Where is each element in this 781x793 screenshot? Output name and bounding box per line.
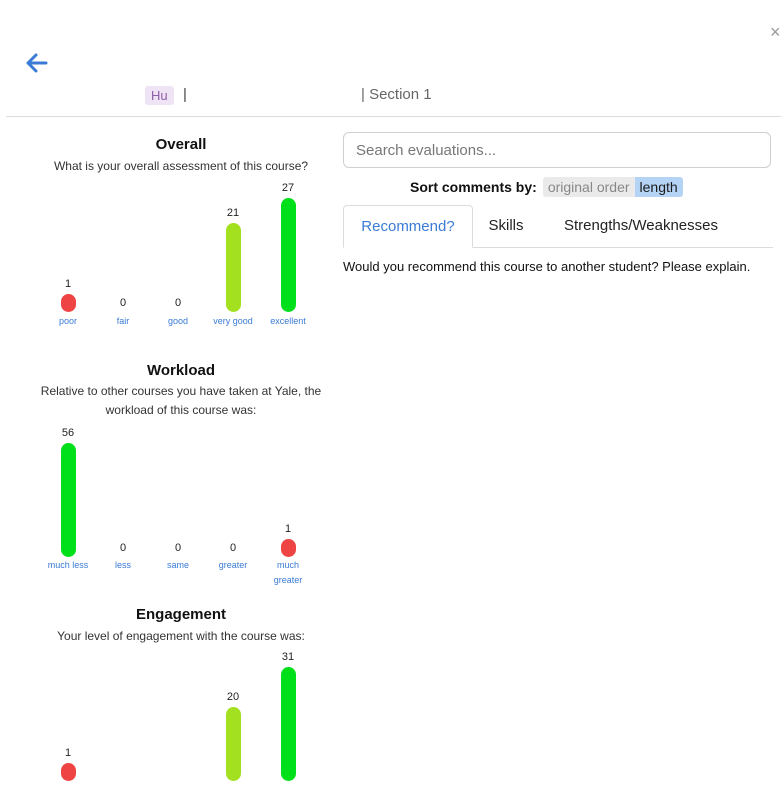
sort-length-button[interactable]: length	[635, 177, 683, 197]
search-input[interactable]	[343, 132, 771, 168]
chart-value-label: 31	[281, 651, 295, 663]
chart-bar	[281, 539, 296, 557]
chart-category-label: same	[166, 560, 189, 570]
chart-bar	[226, 707, 241, 781]
chart-value-label: 56	[61, 427, 75, 439]
header-separator: |	[183, 86, 187, 103]
chart-bar	[61, 294, 76, 312]
sort-label: Sort comments by:	[410, 179, 537, 195]
chart-category-label: fair	[116, 316, 130, 326]
chart-category-label: much less	[47, 560, 89, 570]
chart-bar	[281, 198, 296, 312]
chart-question: What is your overall assessment of this course?	[53, 159, 309, 173]
chart-category-label: greater	[218, 560, 248, 570]
chart-value-label: 0	[119, 542, 127, 554]
chart-value-label: 1	[284, 523, 292, 535]
chart-title: Overall	[155, 136, 207, 153]
chart-category-label: less	[114, 560, 131, 570]
chart-value-label: 27	[281, 182, 295, 194]
sort-original-order-button[interactable]: original order	[543, 177, 635, 197]
comment-question: Would you recommend this course to another student? Please explain.	[343, 259, 751, 274]
chart-bar	[61, 763, 76, 781]
sort-controls	[410, 176, 683, 198]
chart-bar	[61, 443, 76, 557]
tab-strengths-weaknesses[interactable]: Strengths/Weaknesses	[564, 217, 718, 234]
close-icon[interactable]: ×	[770, 22, 781, 42]
chart-question: Your level of engagement with the course was:	[57, 629, 305, 643]
tab-recommend[interactable]: Recommend?	[343, 205, 473, 248]
chart-title: Workload	[146, 362, 216, 379]
chart-question: Relative to other courses you have taken at Yale, the workload of this course was:	[40, 384, 322, 417]
chart-bar	[281, 667, 296, 781]
chart-value-label: 21	[226, 207, 240, 220]
chart-value-label: 1	[64, 278, 72, 290]
chart-category-label: much greater	[273, 560, 303, 585]
chart-value-label: 0	[229, 542, 237, 554]
tab-skills[interactable]: Skills	[488, 217, 524, 234]
chart-category-label: poor	[58, 316, 77, 326]
chart-value-label: 1	[64, 747, 72, 759]
chart-value-label: 0	[174, 297, 182, 309]
section-label: | Section 1	[361, 86, 432, 103]
area-tag: Hu	[145, 86, 174, 105]
chart-title: Engagement	[135, 606, 226, 623]
chart-category-label: very good	[213, 316, 253, 326]
chart-category-label: excellent	[270, 316, 306, 326]
chart-value-label: 0	[119, 297, 127, 309]
chart-category-label: good	[167, 316, 189, 326]
chart-value-label: 0	[174, 542, 182, 554]
chart-bar	[226, 223, 241, 312]
chart-value-label: 20	[226, 691, 240, 704]
evaluation-charts	[0, 0, 340, 793]
comment-tabs	[343, 205, 773, 248]
